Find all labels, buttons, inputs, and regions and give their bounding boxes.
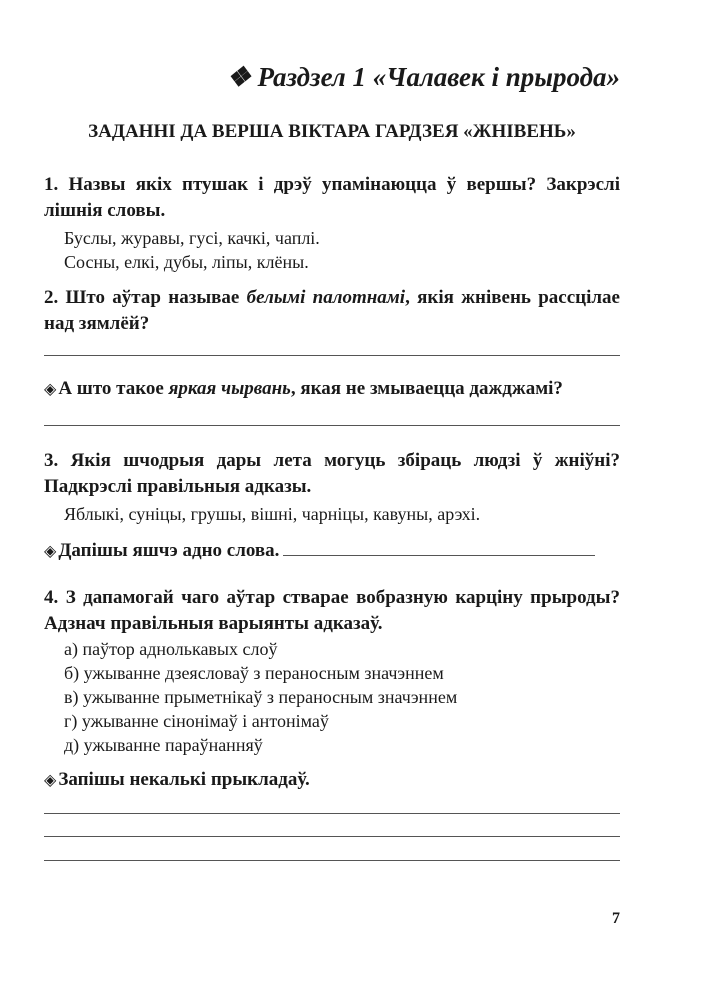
question-4-extra: [44, 767, 620, 794]
option-a[interactable]: а) паўтор аднолькавых слоў: [64, 639, 278, 659]
task-subtitle: ЗАДАННІ ДА ВЕРША ВІКТАРА ГАРДЗЕЯ «ЖНІВЕНЬ»: [88, 121, 576, 142]
question-2-text-end: , якія жнівень рассцілае над зямлёй?: [44, 287, 620, 334]
question-2-extra-text-end: , якая не змываецца дажджамі?: [290, 378, 563, 399]
question-3-extra-text: Дапішы яшчэ адно слова.: [58, 540, 280, 561]
question-1: 1. Назвы якіх птушак і дрэў упамінаюцца ў вершы? Закрэслі лішнія словы.: [44, 174, 620, 221]
question-2-extra-emphasis: яркая чырвань: [168, 378, 291, 399]
option-v[interactable]: в) ужыванне прыметнікаў з пераносным значэннем: [64, 687, 458, 707]
page-number: 7: [612, 910, 620, 927]
diamond-bullet-icon: ◈: [44, 543, 57, 560]
diamond-bullet-icon: ◈: [44, 772, 57, 789]
section-diamond-icon: ❖: [226, 62, 251, 92]
answer-line-q2-extra[interactable]: [44, 425, 620, 426]
option-b[interactable]: б) ужыванне дзеясловаў з пераносным значэннем: [64, 663, 444, 683]
workbook-page: [44, 0, 620, 1001]
question-4-options: [64, 637, 620, 757]
answer-line-q4-1[interactable]: [44, 813, 620, 814]
question-2-extra: [44, 376, 620, 403]
question-2-text-start: 2. Што аўтар называе: [44, 287, 247, 308]
question-1-birds-line[interactable]: Буслы, журавы, гусі, качкі, чаплі.: [64, 228, 320, 248]
option-d[interactable]: д) ужыванне параўнанняў: [64, 735, 263, 755]
question-3-answer-line[interactable]: Яблыкі, суніцы, грушы, вішні, чарніцы, кавуны, арэхі.: [64, 504, 481, 524]
question-2: [44, 285, 620, 337]
answer-line-q2[interactable]: [44, 355, 620, 356]
question-2-extra-text-start: А што такое: [58, 378, 169, 399]
answer-line-q4-2[interactable]: [44, 836, 620, 837]
question-4-extra-text: Запішы некалькі прыкладаў.: [58, 769, 310, 790]
option-g[interactable]: г) ужыванне сінонімаў і антонімаў: [64, 711, 329, 731]
question-3: 3. Якія шчодрыя дары лета могуць збіраць людзі ў жніўні? Падкрэслі правільныя адказы.: [44, 450, 620, 497]
question-3-extra: [44, 538, 620, 565]
section-title: [44, 62, 620, 93]
question-1-trees-line[interactable]: Сосны, елкі, дубы, ліпы, клёны.: [64, 252, 309, 272]
diamond-bullet-icon: ◈: [44, 381, 57, 398]
question-4: 4. З дапамогай чаго аўтар стварае вобразную карціну прыроды? Адзнач правільныя варыянты адказаў.: [44, 587, 620, 634]
question-1-answers: [64, 226, 620, 274]
question-2-emphasis: белымі палотнамі: [246, 287, 406, 308]
inline-answer-line-q3[interactable]: [283, 554, 595, 556]
section-title-text: Раздзел 1 «Чалавек і прырода»: [257, 62, 620, 92]
answer-line-q4-3[interactable]: [44, 860, 620, 861]
